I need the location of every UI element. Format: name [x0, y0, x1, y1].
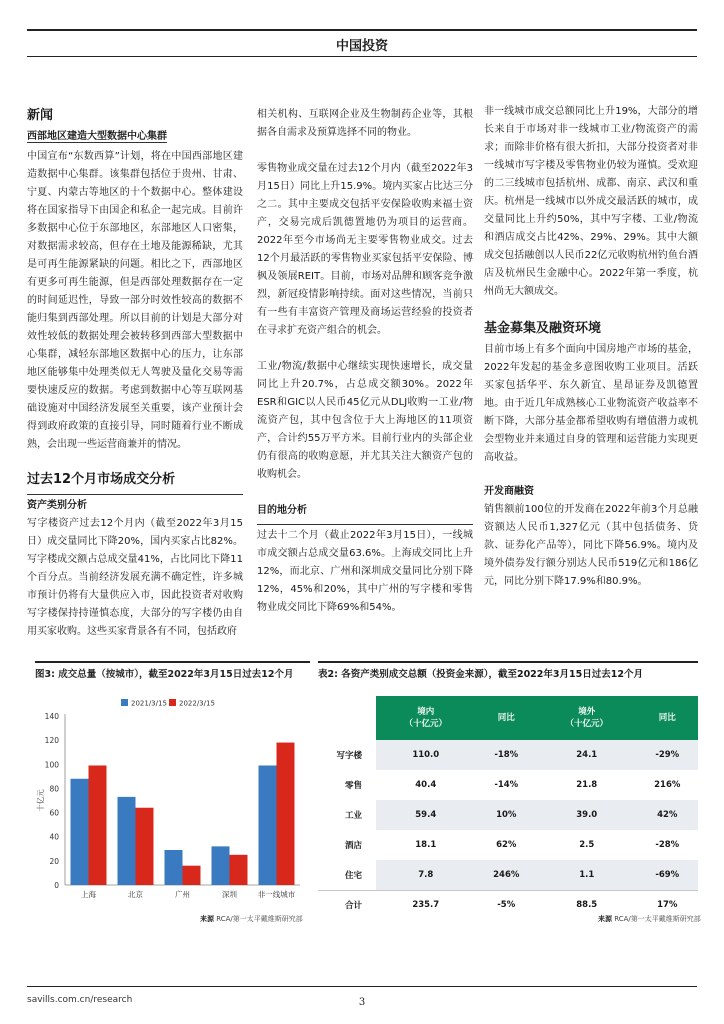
- footer-rule: [27, 986, 697, 987]
- row-label: 酒店: [318, 830, 376, 860]
- col3-paragraph-3: 销售额前100位的开发商在2022年前3个月总融资额达人民币1,327亿元（其中包括债务、贷款、证券化产品等），同比下降56.9%。境内及境外债券发行额分别达人民币519亿元和186亿元，同比分别下降17.9%和80.9%。: [484, 504, 698, 587]
- bar-2022/3/15-深圳: [230, 855, 248, 885]
- section-rule: [27, 494, 243, 495]
- header-yoy-foreign: 同比: [637, 696, 699, 740]
- cell: 216%: [654, 780, 681, 790]
- y-tick-label: 20: [49, 856, 59, 866]
- bar-2022/3/15-上海: [89, 765, 107, 885]
- cell: 110.0: [376, 740, 476, 770]
- figure-3-chart: [35, 694, 310, 909]
- market-analysis-heading: 过去12个月市场成交分析: [27, 472, 176, 487]
- bar-2021/3/15-非一线城市: [259, 765, 277, 885]
- figure-top-rule: [35, 661, 310, 663]
- bar-2022/3/15-北京: [136, 808, 154, 885]
- cell: -29%: [637, 740, 699, 770]
- row-label: 写字楼: [318, 740, 376, 770]
- cell: 21.8: [576, 780, 598, 790]
- x-tick-label: 非一线城市: [257, 890, 296, 899]
- cell: 39.0: [537, 800, 637, 830]
- y-tick-label: 80: [49, 784, 59, 794]
- bar-2021/3/15-北京: [118, 797, 136, 885]
- col2-paragraph-1: 相关机构、互联网企业及生物制药企业等，其根据各自需求及预算选择不同的物业。: [257, 109, 473, 138]
- header-top-rule: [27, 29, 697, 31]
- col2-paragraph-2: 零售物业成交量在过去12个月内（截至2022年3月15日）同比上升15.9%。境内买家占比达三分之二。其中主要成交包括平安保险收购来福士资产，交易完成后凯德置地仍为项目的运营商。2022年至今市场尚无主要零售物业成交。过去12个月最活跃的零售物业买家包括平安保险、博枫及领展REIT。目前，市场对品牌和顾客竞争激烈，新冠疫情影响持续。面对这些情况，当前只有一些有丰富资产管理及商场运营经验的投资者在寻求扩充资产组合的机会。: [257, 163, 473, 336]
- x-tick-label: 上海: [81, 890, 96, 899]
- x-tick-label: 广州: [175, 890, 190, 899]
- figure-3-source: 来源 RCA/第一太平戴维斯研究部: [200, 915, 303, 923]
- cell: 246%: [476, 860, 537, 890]
- legend-swatch: [121, 699, 128, 706]
- legend-swatch: [169, 699, 176, 706]
- bar-2021/3/15-上海: [71, 779, 89, 885]
- column-2: [257, 106, 473, 617]
- bar-2022/3/15-非一线城市: [277, 743, 295, 885]
- cell: -18%: [476, 740, 537, 770]
- cell: 1.1: [537, 860, 637, 890]
- footer-url[interactable]: savills.com.cn/research: [27, 995, 133, 1005]
- bar-2021/3/15-广州: [165, 850, 183, 885]
- header-yoy-domestic: 同比: [476, 696, 537, 740]
- developer-finance-heading: 开发商融资: [484, 486, 534, 497]
- y-tick-label: 100: [44, 760, 59, 770]
- col3-paragraph-2: 目前市场上有多个面向中国房地产市场的基金，2022年发起的基金多意图收购工业项目。活跃买家包括华平、东久新宜、星昂证券及凯德置地。由于近几年成熟核心工业物流资产收益率不断下降，大部分基金都希望收购有增值潜力或机会型物业并来通过自身的管理和运营能力实现更高收益。: [484, 344, 698, 463]
- figure-3-title: 图3: 成交总量（按城市），截至2022年3月15日过去12个月: [35, 669, 294, 680]
- header-bottom-rule: [27, 56, 697, 57]
- fund-heading: 基金募集及融资环境: [484, 321, 602, 336]
- table-row: [318, 740, 698, 770]
- section-rule: [257, 524, 473, 525]
- table-row: [318, 860, 698, 890]
- row-label: 住宅: [318, 860, 376, 890]
- page-header-title: 中国投资: [335, 39, 388, 54]
- cell: 59.4: [376, 800, 476, 830]
- cell: -69%: [637, 860, 699, 890]
- legend-label: 2022/3/15: [179, 699, 215, 708]
- cell: 42%: [637, 800, 699, 830]
- cell: 24.1: [537, 740, 637, 770]
- cell: -28%: [655, 840, 680, 850]
- row-label: 零售: [318, 770, 376, 800]
- y-tick-label: 120: [44, 736, 59, 746]
- cell: 62%: [496, 840, 517, 850]
- column-1: [27, 106, 243, 641]
- legend-label: 2021/3/15: [131, 699, 167, 708]
- y-tick-label: 40: [49, 832, 59, 842]
- y-axis-label: 十亿元: [36, 789, 45, 812]
- page-number: 3: [358, 997, 366, 1008]
- column-3: [484, 103, 698, 591]
- header-domestic: 境内 （十亿元）: [376, 696, 476, 740]
- row-label: 合计: [318, 890, 376, 920]
- y-tick-label: 0: [54, 881, 59, 890]
- table-header-row: [318, 696, 698, 740]
- table-row: [318, 830, 698, 860]
- row-label: 工业: [318, 800, 376, 830]
- news-subheading: 西部地区建造大型数据中心集群: [27, 131, 167, 142]
- col2-paragraph-4: 过去十二个月（截止2022年3月15日），一线城市成交额占总成交量63.6%。上海成交同比上升12%，而北京、广州和深圳成交量同比分别下降12%，45%和20%，其中广州的写字楼和零售物业成交同比下降69%和54%。: [257, 530, 473, 613]
- y-tick-label: 140: [44, 712, 59, 721]
- col3-paragraph-1: 非一线城市成交总额同比上升19%，大部分的增长来自于市场对非一线城市工业/物流资产的需求；而除非价格有很大折扣，大部分投资者对非一线城市写字楼及零售物业仍较为谨慎。受欢迎的二三线城市包括杭州、成都、南京、武汉和重庆。杭州是一线城市以外成交最活跃的城市，成交量同比上升约50%，其中写字楼、工业/物流和酒店成交占比42%、29%、29%。其中大额成交包括融创以人民币22亿元收购杭州钓鱼台酒店及杭州民生金融中心。2022年第一季度，杭州尚无大额成交。: [484, 106, 698, 297]
- table-2-title: 表2: 各资产类别成交总额（投资金来源），截至2022年3月15日过去12个月: [318, 669, 643, 680]
- x-tick-label: 北京: [128, 890, 143, 899]
- cell: 88.5: [537, 890, 637, 920]
- cell: 10%: [476, 800, 537, 830]
- cell: 2.5: [579, 840, 595, 850]
- destination-heading: 目的地分析: [257, 505, 307, 516]
- cell: 18.1: [415, 840, 437, 850]
- cell: 235.7: [376, 890, 476, 920]
- news-heading: 新闻: [27, 108, 54, 123]
- figure-3-header: [35, 668, 310, 681]
- news-body: 中国宣布“东数西算”计划，将在中国西部地区建造数据中心集群。该集群包括位于贵州、甘肃、宁夏、内蒙古等地区的十个数据中心。整体建设将在国家指导下由国企和私企一起完成。目前许多数据中心位于东部地区，东部地区人口密集，对数据需求较高，但存在土地及能源稀缺，尤其是可再生能源紧缺的问题。相比之下，西部地区有更多可再生能源，但是西部处理数据存在一定的时间延迟性，导致一部分时效性较高的数据不能归集到西部处理。所以目前的计划是大部分对效性较低的数据处理会被转移到西部大型数据中心集群，减轻东部地区数据中心的压力，让东部地区能够集中处理类似无人驾驶及量化交易等需要快速反应的数据。考虑到数据中心等互联网基础设施对中国经济发展至关重要，该产业预计会得到政府政策的直接引导，同时随着行业不断成熟，会出现一些运营商兼并的情况。: [27, 151, 243, 450]
- table-row: [318, 770, 698, 800]
- asset-class-body: 写字楼资产过去12个月内（截至2022年3月15日）成交量同比下降20%，国内买家占比82%。写字楼成交额占总成交量41%，占比同比下降11个百分点。当前经济发展充满不确定性，许多城市预计仍将有大量供应入市，因此投资者对收购写字楼保持持谨慎态度，大部分的写字楼仍由自用买家收购。这些买家背景各有不同，包括政府: [27, 518, 243, 637]
- col2-paragraph-3: 工业/物流/数据中心继续实现快速增长，成交量同比上升20.7%，占总成交额30%。2022年ESR和GIC以人民币45亿元从DLJ收购一工业/物流资产包，其中包含位于大上海地区的11项资产，合计约55万平方米。目前行业内的头部企业仍有很高的收购意愿，并尤其关注大额资产包的收购机会。: [257, 361, 473, 480]
- cell: 17%: [637, 890, 699, 920]
- table-2: [318, 696, 698, 920]
- bar-2021/3/15-深圳: [212, 846, 230, 885]
- bar-2022/3/15-广州: [183, 866, 201, 885]
- y-tick-label: 60: [49, 808, 59, 818]
- header-foreign: 境外 （十亿元）: [537, 696, 637, 740]
- table-row: [318, 800, 698, 830]
- table-2-source: 来源 RCA/第一太平戴维斯研究部: [598, 915, 701, 923]
- cell: 40.4: [415, 780, 437, 790]
- x-tick-label: 深圳: [222, 890, 237, 899]
- table-corner: [318, 696, 376, 740]
- table-top-rule: [318, 661, 698, 663]
- cell: 7.8: [376, 860, 476, 890]
- cell: -14%: [494, 780, 519, 790]
- cell: -5%: [476, 890, 537, 920]
- asset-class-subheading: 资产类别分析: [27, 500, 87, 511]
